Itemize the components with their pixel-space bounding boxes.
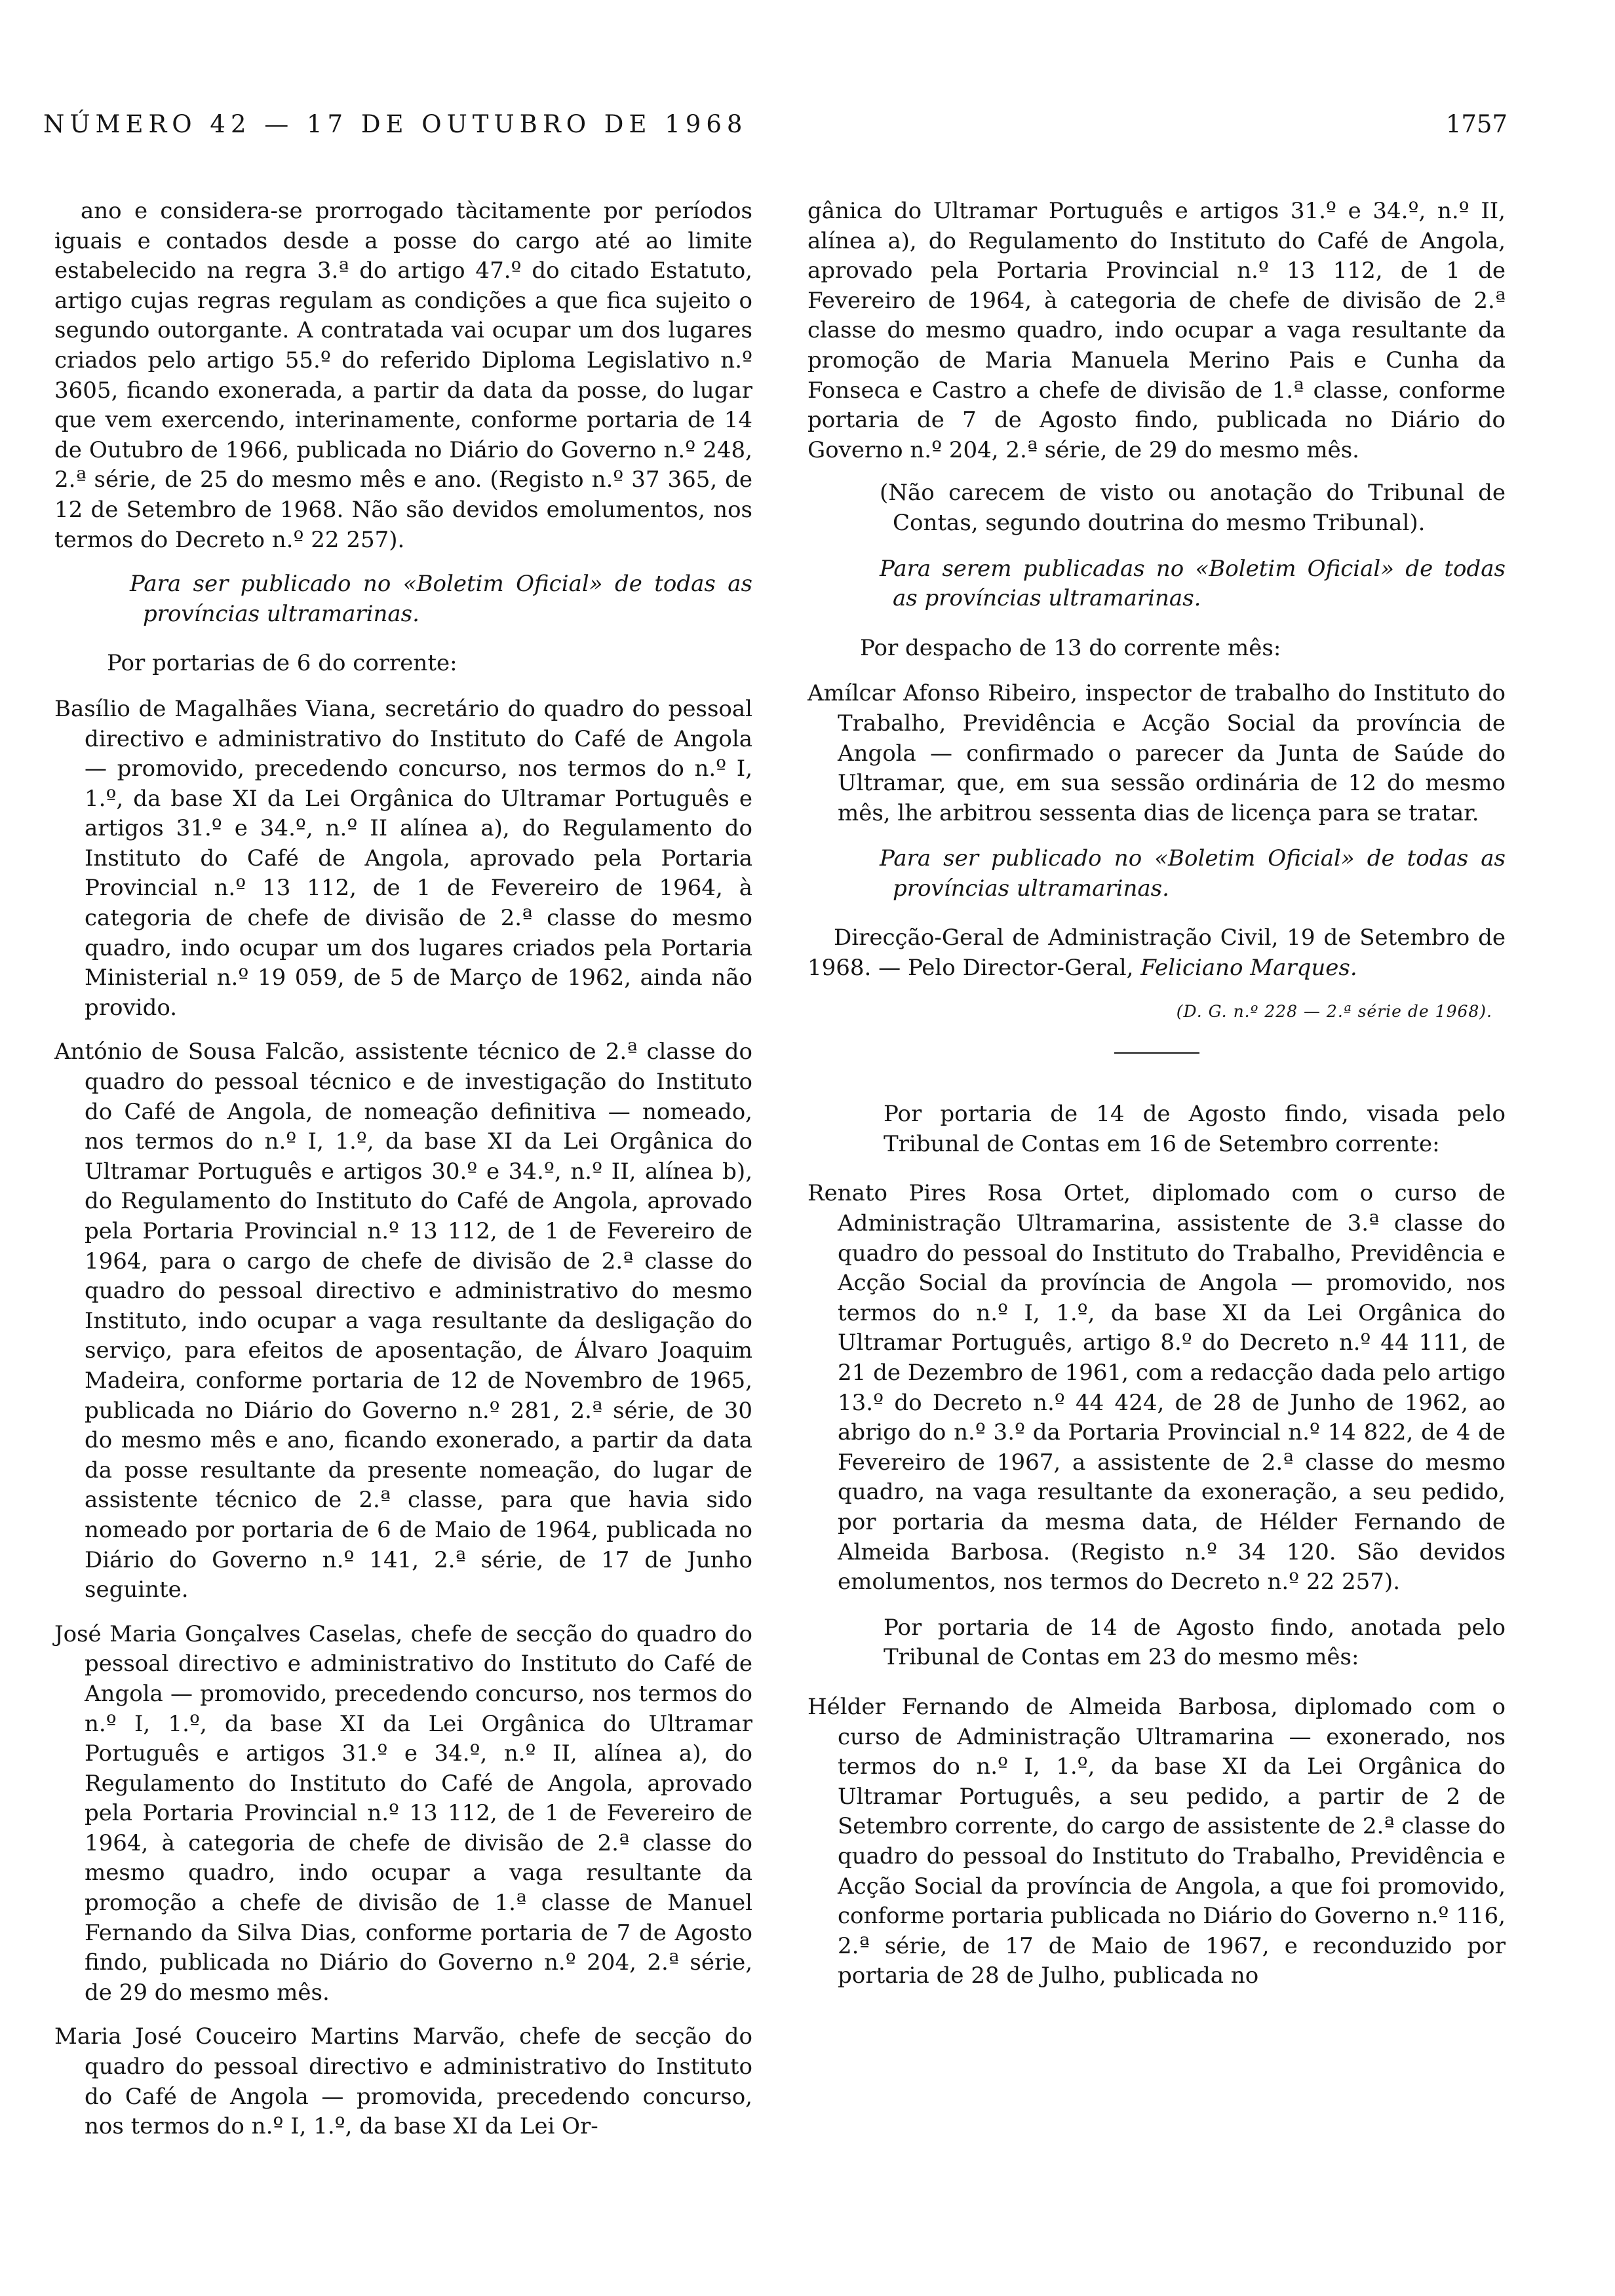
portaria-intro-anotada: Por portaria de 14 de Agosto findo, anotada pelo Tribunal de Contas em 23 do mesmo mês: bbox=[884, 1614, 1506, 1671]
left-column bbox=[54, 197, 752, 2156]
publish-note-singular: Para ser publicado no «Boletim Oficial» de todas as províncias ultramarinas. bbox=[880, 845, 1506, 902]
continuation-paragraph: ano e considera-se prorrogado tàcitamente por períodos iguais e contados desde a posse do cargo até ao limite estabelecido na regra 3.ª do artigo 47.º do citado Estatuto, artigo cujas regras regulam as condições a que fica sujeito o segundo outorgante. A contratada vai ocupar um dos lugares criados pelo artigo 55.º do referido Diploma Legislativo n.º 3605, ficando exonerada, a partir da data da posse, do lugar que vem exercendo, interinamente, conforme portaria de 14 de Outubro de 1966, publicada no Diário do Governo n.º 248, 2.ª série, de 25 do mesmo mês e ano. (Registo n.º 37 365, de 12 de Setembro de 1968. Não são devidos emolumentos, nos termos do Decreto n.º 22 257). bbox=[54, 198, 752, 553]
appointment-entry-renato: Renato Pires Rosa Ortet, diplomado com o curso de Administração Ultramarina, assistente de 3.ª classe do quadro do pessoal do Instituto do Trabalho, Previdência e Acção Social da província de Angola — promovido, nos termos do n.º I, 1.º, da base XI da Lei Orgânica do Ultramar Português, artigo 8.º do Decreto n.º 44 111, de 21 de Dezembro de 1961, com a redacção dada pelo artigo 13.º do Decreto n.º 44 424, de 28 de Junho de 1962, ao abrigo do n.º 3.º da Portaria Provincial n.º 14 822, de 4 de Fevereiro de 1967, a assistente de 2.ª classe do mesmo quadro, na vaga resultante da exoneração, a seu pedido, por portaria da mesma data, de Hélder Fernando de Almeida Barbosa. (Registo n.º 34 120. São devidos emolumentos, nos termos do Decreto n.º 22 257). bbox=[808, 1180, 1506, 1596]
dg-reference: (D. G. n.º 228 — 2.ª série de 1968). bbox=[1176, 1001, 1492, 1021]
right-column bbox=[808, 197, 1506, 2006]
appointment-entry-amilcar: Amílcar Afonso Ribeiro, inspector de trabalho do Instituto do Trabalho, Previdência e Acção Social da província de Angola — confirmado o parecer da Junta de Saúde do Ultramar, que, em sua sessão ordinária de 12 do mesmo mês, lhe arbitrou sessenta dias de licença para se tratar. bbox=[808, 680, 1506, 826]
appointment-entry-antonio: António de Sousa Falcão, assistente técnico de 2.ª classe do quadro do pessoal técnico e de investigação do Instituto do Café de Angola, de nomeação definitiva — nomeado, nos termos do n.º I, 1.º, da base XI da Lei Orgânica do Ultramar Português e artigos 30.º e 34.º, n.º II, alínea b), do Regulamento do Instituto do Café de Angola, aprovado pela Portaria Provincial n.º 13 112, de 1 de Fevereiro de 1964, para o cargo de chefe de divisão de 2.ª classe do quadro do pessoal directivo e administrativo do mesmo Instituto, indo ocupar a vaga resultante da desligação do serviço, para efeitos de aposentação, de Álvaro Joaquim Madeira, conforme portaria de 12 de Novembro de 1965, publicada no Diário do Governo n.º 281, 2.ª série, de 30 do mesmo mês e ano, ficando exonerado, a partir da data da posse resultante da presente nomeação, do lugar de assistente técnico de 2.ª classe, para que havia sido nomeado por portaria de 6 de Maio de 1964, publicada no Diário do Governo n.º 141, 2.ª série, de 17 de Junho seguinte. bbox=[54, 1039, 752, 1603]
appointment-entry-basilio: Basílio de Magalhães Viana, secretário do quadro do pessoal directivo e administrativo do Instituto do Café de Angola — promovido, precedendo concurso, nos termos do n.º I, 1.º, da base XI da Lei Orgânica do Ultramar Português e artigos 31.º e 34.º, n.º II alínea a), do Regulamento do Instituto do Café de Angola, aprovado pela Portaria Provincial n.º 13 112, de 1 de Fevereiro de 1964, à categoria de chefe de divisão de 2.ª classe do mesmo quadro, indo ocupar um dos lugares criados pela Portaria Ministerial n.º 19 059, de 5 de Março de 1962, ainda não provido. bbox=[54, 695, 752, 1021]
despacho-intro: Por despacho de 13 do corrente mês: bbox=[860, 634, 1281, 661]
signature-text: Direcção-Geral de Administração Civil, 19 de Setembro de 1968. — Pelo Director-Geral, bbox=[808, 925, 1506, 982]
signature-name: Feliciano Marques. bbox=[1140, 955, 1357, 982]
portaria-intro-visada: Por portaria de 14 de Agosto findo, visada pelo Tribunal de Contas em 16 de Setembro corrente: bbox=[884, 1101, 1506, 1157]
publish-note-plural: Para serem publicadas no «Boletim Oficial» de todas as províncias ultramarinas. bbox=[880, 555, 1506, 612]
appointment-entry-maria: Maria José Couceiro Martins Marvão, chefe de secção do quadro do pessoal directivo e administrativo do Instituto do Café de Angola — promovida, precedendo concurso, nos termos do n.º I, 1.º, da base XI da Lei Or- bbox=[54, 2023, 752, 2140]
issue-line: NÚMERO 42 — 17 DE OUTUBRO DE 1968 bbox=[43, 110, 748, 138]
visto-note: (Não carecem de visto ou anotação do Tribunal de Contas, segundo doutrina do mesmo Tribunal). bbox=[880, 480, 1506, 536]
continuation-paragraph-right: gânica do Ultramar Português e artigos 31.º e 34.º, n.º II, alínea a), do Regulamento do Instituto do Café de Angola, aprovado pela Portaria Provincial n.º 13 112, de 1 de Fevereiro de 1964, à categoria de chefe de divisão de 2.ª classe do mesmo quadro, indo ocupar a vaga resultante da promoção de Maria Manuela Merino Pais e Cunha da Fonseca e Castro a chefe de divisão de 1.ª classe, conforme portaria de 7 de Agosto findo, publicada no Diário do Governo n.º 204, 2.ª série, de 29 do mesmo mês. bbox=[808, 198, 1506, 463]
signature-block bbox=[808, 923, 1506, 983]
page-header bbox=[39, 110, 1508, 149]
appointment-entry-jose: José Maria Gonçalves Caselas, chefe de secção do quadro do pessoal directivo e administrativo do Instituto do Café de Angola — promovido, precedendo concurso, nos termos do n.º I, 1.º, da base XI da Lei Orgânica do Ultramar Português e artigos 31.º e 34.º, n.º II, alínea a), do Regulamento do Instituto do Café de Angola, aprovado pela Portaria Provincial n.º 13 112, de 1 de Fevereiro de 1964, à categoria de chefe de divisão de 2.ª classe do mesmo quadro, indo ocupar a vaga resultante da promoção a chefe de divisão de 1.ª classe de Manuel Fernando da Silva Dias, conforme portaria de 7 de Agosto findo, publicada no Diário do Governo n.º 204, 2.ª série, de 29 do mesmo mês. bbox=[54, 1620, 752, 2006]
publish-note: Para ser publicado no «Boletim Oficial» de todas as províncias ultramarinas. bbox=[130, 571, 752, 627]
appointment-entry-helder: Hélder Fernando de Almeida Barbosa, diplomado com o curso de Administração Ultramarina — exonerado, nos termos do n.º I, 1.º, da base XI da Lei Orgânica do Ultramar Português, a seu pedido, a partir de 2 de Setembro corrente, do cargo de assistente de 2.ª classe do quadro do pessoal do Instituto do Trabalho, Previdência e Acção Social da província de Angola, a que foi promovido, conforme portaria publicada no Diário do Governo n.º 116, 2.ª série, de 17 de Maio de 1967, e reconduzido por portaria de 28 de Julho, publicada no bbox=[808, 1693, 1506, 1989]
section-divider bbox=[1114, 1052, 1199, 1054]
page-number: 1757 bbox=[1445, 110, 1508, 138]
portarias-intro: Por portarias de 6 do corrente: bbox=[107, 650, 457, 677]
